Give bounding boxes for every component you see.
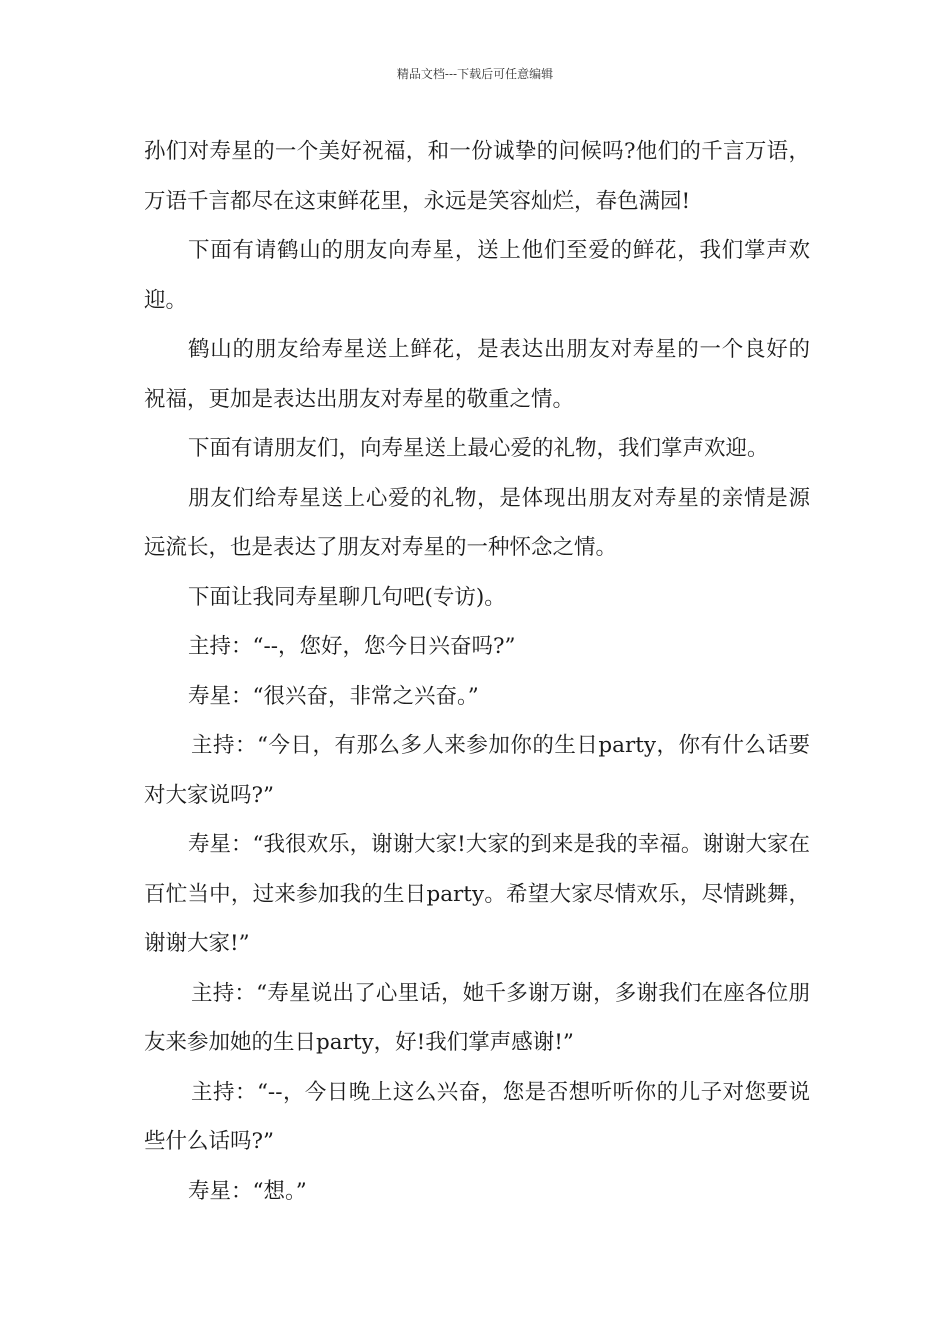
paragraph: 寿星：“我很欢乐，谢谢大家!大家的到来是我的幸福。谢谢大家在百忙当中，过来参加我的生日party。希望大家尽情欢乐，尽情跳舞，谢谢大家!” [144,832,810,956]
paragraph: 朋友们给寿星送上心爱的礼物，是体现出朋友对寿星的亲情是源远流长，也是表达了朋友对寿星的一种怀念之情。 [144,485,810,560]
paragraph: 主持：“--，您好，您今日兴奋吗?” [188,634,516,659]
page-header: 精品文档---下载后可任意编辑 [396,67,554,81]
paragraph: 主持：“寿星说出了心里话，她千多谢万谢，多谢我们在座各位朋友来参加她的生日party，好!我们掌声感谢!” [144,980,810,1055]
paragraph: 孙们对寿星的一个美好祝福，和一份诚挚的问候吗?他们的千言万语，万语千言都尽在这束鲜花里，永远是笑容灿烂，春色满园! [144,139,810,214]
paragraph: 寿星：“很兴奋，非常之兴奋。” [188,683,479,709]
paragraph: 主持：“--，今日晚上这么兴奋，您是否想听听你的儿子对您要说些什么话吗?” [144,1079,810,1154]
document-body [144,127,810,1216]
paragraph: 下面有请鹤山的朋友向寿星，送上他们至爱的鲜花，我们掌声欢迎。 [144,238,810,313]
paragraph: 下面有请朋友们，向寿星送上最心爱的礼物，我们掌声欢迎。 [188,436,769,461]
paragraph: 下面让我同寿星聊几句吧(专访)。 [188,584,506,610]
paragraph: 寿星：“想。” [188,1178,307,1204]
paragraph: 主持：“今日，有那么多人来参加你的生日party，你有什么话要对大家说吗?” [144,733,810,808]
paragraph: 鹤山的朋友给寿星送上鲜花，是表达出朋友对寿星的一个良好的祝福，更加是表达出朋友对寿星的敬重之情。 [144,337,810,412]
